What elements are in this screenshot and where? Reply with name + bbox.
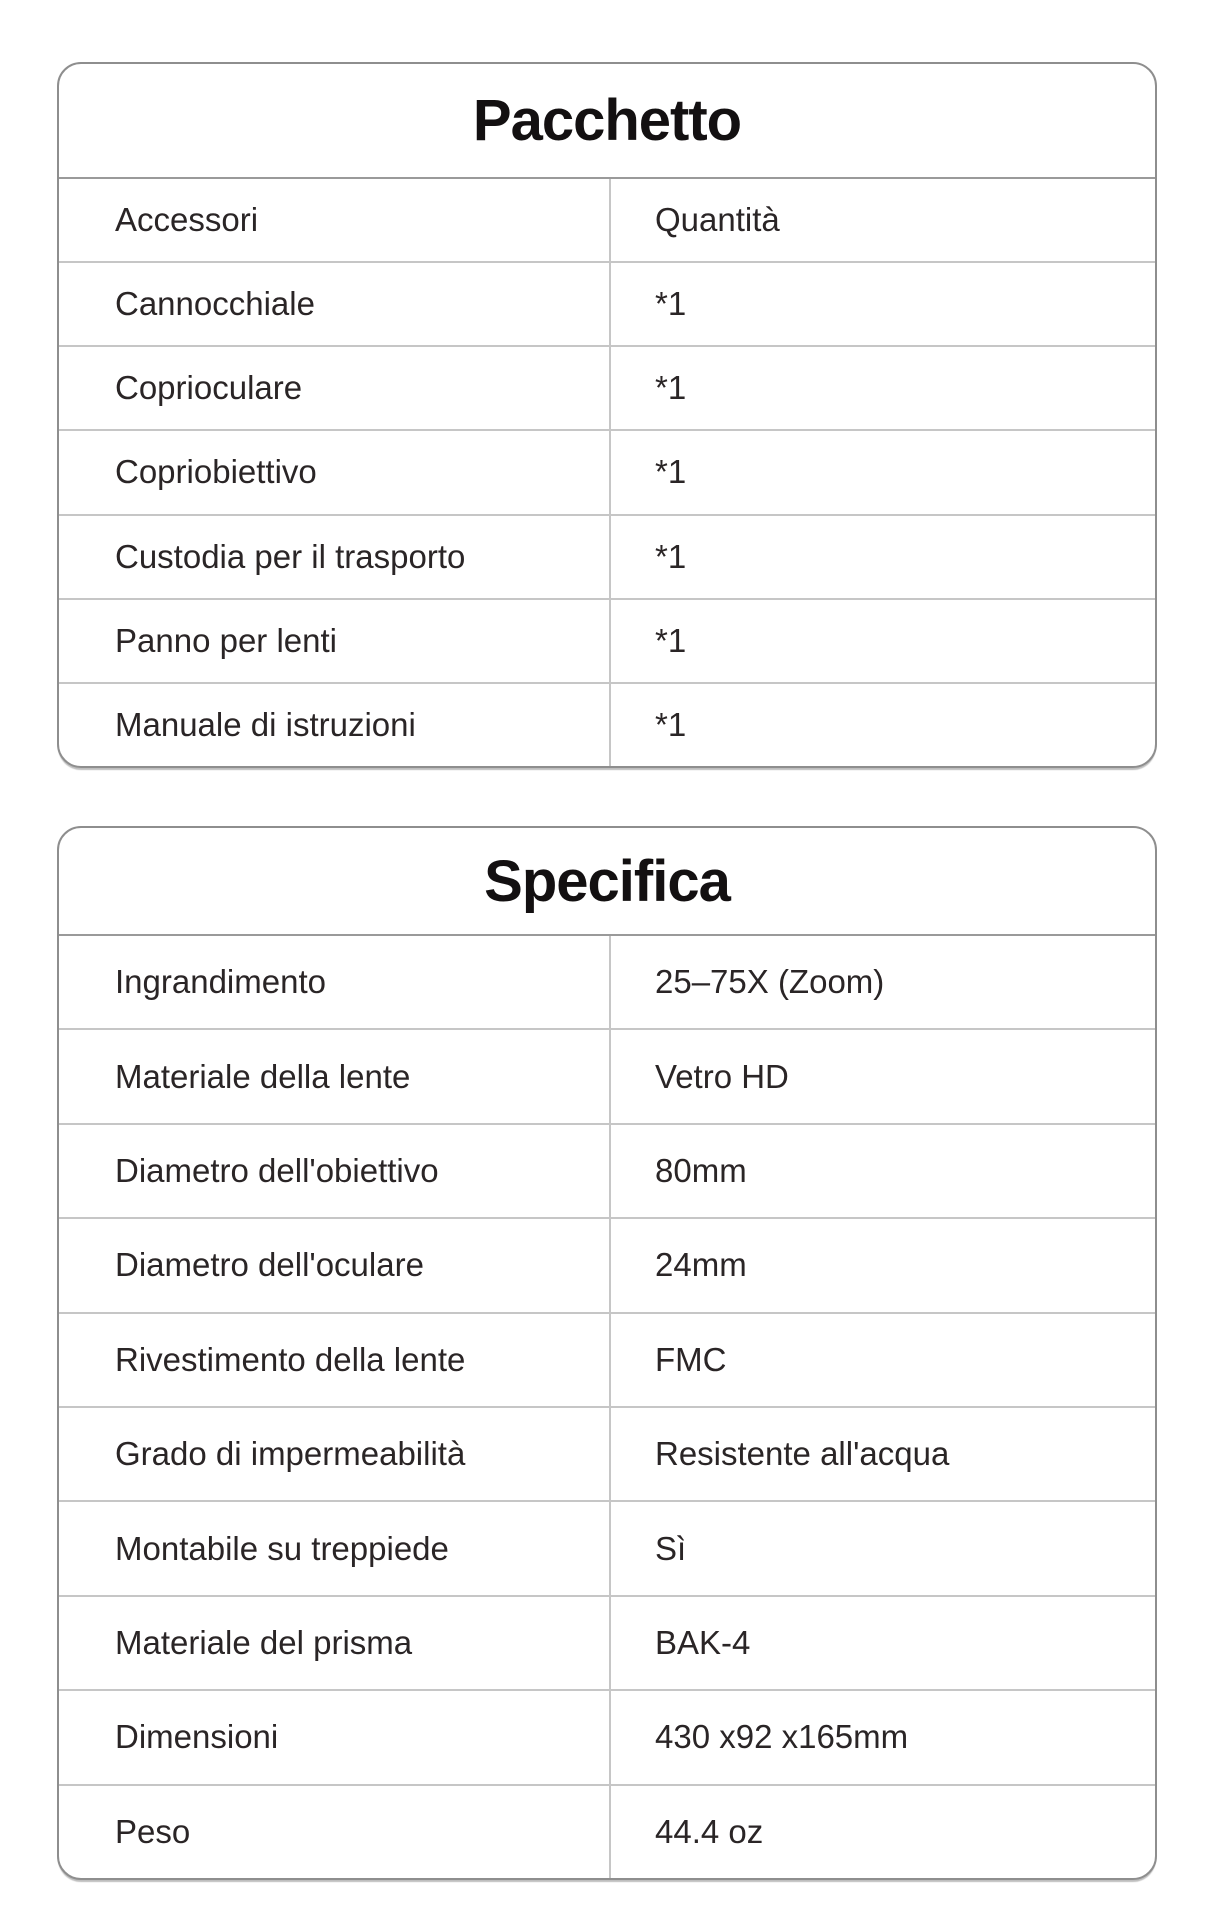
row-label: Montabile su treppiede <box>115 1529 449 1567</box>
row-label: Diametro dell'obiettivo <box>115 1152 439 1190</box>
row-label: Cannocchiale <box>115 285 315 323</box>
table-row <box>59 936 1155 1028</box>
row-label: Panno per lenti <box>115 621 337 659</box>
spec-table <box>57 826 1157 1880</box>
row-value: 25–75X (Zoom) <box>609 936 1155 1028</box>
table-row <box>59 1123 1155 1217</box>
row-value: 80mm <box>609 1125 1155 1217</box>
row-value: 430 x92 x165mm <box>609 1691 1155 1783</box>
row-label: Coprioculare <box>115 369 303 407</box>
row-label: Rivestimento della lente <box>115 1340 466 1378</box>
table-row <box>59 429 1155 513</box>
package-table <box>57 62 1157 768</box>
table-row <box>59 514 1155 598</box>
row-label: Peso <box>115 1812 191 1850</box>
table-row <box>59 1406 1155 1500</box>
row-label: Manuale di istruzioni <box>115 705 416 743</box>
row-value: *1 <box>609 263 1155 345</box>
table-row <box>59 345 1155 429</box>
table-row <box>59 1689 1155 1783</box>
row-value: *1 <box>609 600 1155 682</box>
row-value: Vetro HD <box>609 1030 1155 1122</box>
table-row <box>59 598 1155 682</box>
row-value: *1 <box>609 684 1155 766</box>
row-label: Copriobiettivo <box>115 453 317 491</box>
table-row <box>59 1312 1155 1406</box>
table-row <box>59 1784 1155 1878</box>
row-label: Grado di impermeabilità <box>115 1435 466 1473</box>
table-row <box>59 1595 1155 1689</box>
row-value: 44.4 oz <box>609 1786 1155 1878</box>
package-table-title: Pacchetto <box>59 64 1155 179</box>
table-row <box>59 1217 1155 1311</box>
row-value: Quantità <box>609 179 1155 261</box>
row-label: Materiale della lente <box>115 1057 411 1095</box>
row-value: *1 <box>609 431 1155 513</box>
row-label: Accessori <box>115 201 259 239</box>
row-label: Materiale del prisma <box>115 1624 413 1662</box>
table-row <box>59 1028 1155 1122</box>
row-label: Diametro dell'oculare <box>115 1246 424 1284</box>
spec-table-title: Specifica <box>59 828 1155 936</box>
row-label: Ingrandimento <box>115 963 326 1001</box>
row-value: FMC <box>609 1314 1155 1406</box>
row-label: Custodia per il trasporto <box>115 537 466 575</box>
row-value: *1 <box>609 347 1155 429</box>
spec-table-rows <box>59 936 1155 1878</box>
table-row <box>59 1500 1155 1594</box>
row-value: BAK-4 <box>609 1597 1155 1689</box>
row-value: 24mm <box>609 1219 1155 1311</box>
row-label: Dimensioni <box>115 1718 279 1756</box>
row-value: Sì <box>609 1502 1155 1594</box>
package-table-rows <box>59 179 1155 766</box>
table-row <box>59 261 1155 345</box>
row-value: *1 <box>609 516 1155 598</box>
table-row <box>59 179 1155 261</box>
table-row <box>59 682 1155 766</box>
row-value: Resistente all'acqua <box>609 1408 1155 1500</box>
